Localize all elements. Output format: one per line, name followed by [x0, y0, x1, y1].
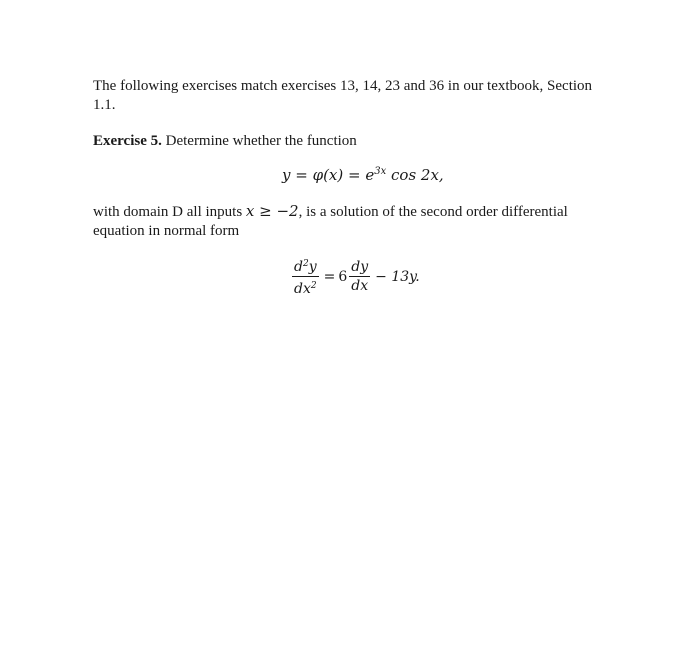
ode-rhs-fraction	[349, 259, 370, 294]
intro-paragraph	[93, 77, 613, 115]
ode-rhs-numerator: dy	[351, 259, 369, 275]
domain-prefix: with domain D all inputs	[93, 204, 246, 220]
ode-lhs-numerator	[292, 256, 319, 277]
ode-coefficient: 6	[338, 268, 348, 285]
ode-lhs-var: y	[308, 259, 317, 275]
ode-lhs-den-text: dx	[294, 281, 311, 297]
intro-text: The following exercises match exercises 13, 14, 23 and 36 in our textbook, Section 1.1.	[93, 78, 593, 113]
function-lhs: y = φ(x) = e	[282, 166, 375, 184]
exercise-heading	[93, 132, 613, 151]
ode-lhs-den-sup: 2	[310, 281, 317, 291]
ode-lhs-fraction	[292, 256, 319, 297]
exercise-label: Exercise 5.	[93, 133, 162, 149]
ode-equation	[290, 256, 420, 297]
domain-paragraph	[93, 202, 613, 241]
ode-lhs-num-sup: 2	[302, 259, 309, 269]
ode-lhs-denominator	[292, 277, 319, 297]
domain-suffix: , is a solution of the second order differential equation in normal form	[93, 204, 568, 239]
function-exponent: 3x	[374, 166, 387, 177]
function-rhs: cos 2x,	[386, 166, 444, 184]
ode-rhs-denominator: dx	[351, 278, 369, 294]
domain-condition: x ≥ −2	[245, 202, 299, 220]
function-equation	[282, 166, 444, 184]
ode-tail: − 13y.	[375, 268, 420, 285]
exercise-prompt: Determine whether the function	[165, 133, 357, 149]
ode-lhs-d: d	[294, 259, 303, 275]
ode-equals: =	[323, 268, 336, 285]
